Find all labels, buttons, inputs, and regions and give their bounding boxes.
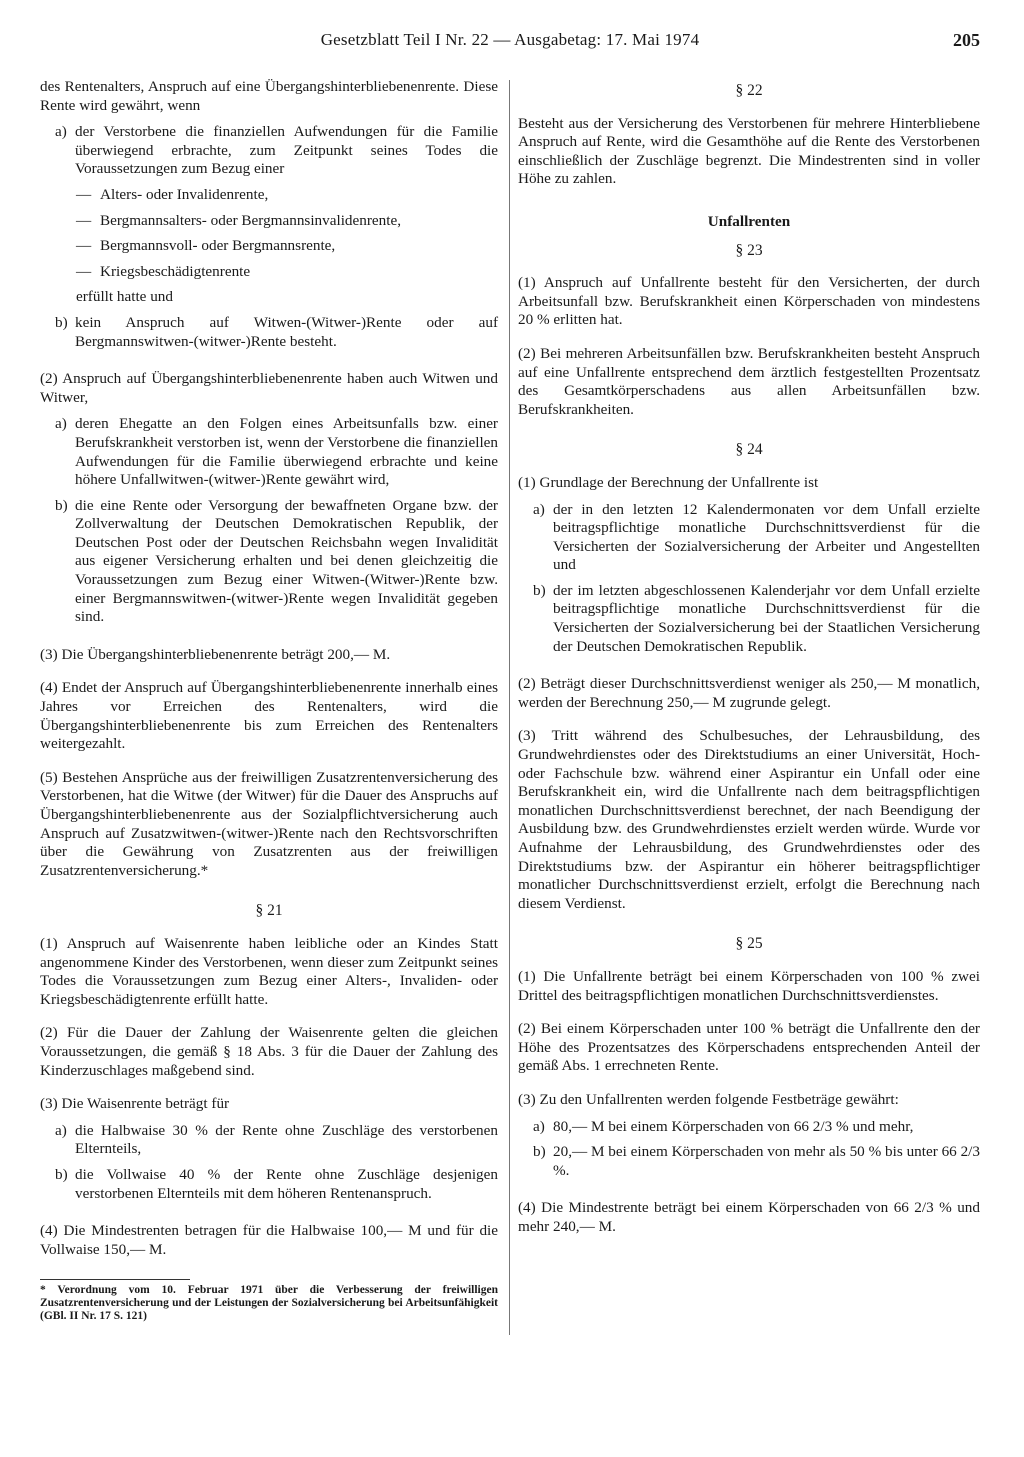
paragraph: (1) Die Unfallrente beträgt bei einem Körperschaden von 100 % zwei Drittel des beitragspflichtigen monatlichen Durchschnittsverdienstes. — [518, 967, 980, 1004]
list-label: a) — [55, 415, 67, 433]
paragraph: (3) Die Waisenrente beträgt für — [40, 1095, 230, 1113]
page-header — [40, 30, 980, 60]
dash-marker: — — [76, 185, 92, 203]
list-text: die eine Rente oder Versorgung der bewaffneten Organe bzw. der Zollverwaltung der Deutschen Demokratischen Republik, der Deutschen Post oder der Deutschen Reichsbahn wegen Invalidität aus eigener Versicherung erhalten und bei denen gleichzeitig die Voraussetzungen zum Bezug einer Witwen-(Witwer-)Rente bzw. einer Bergmannswitwen-(witwer-)Rente wegen Invalidität gegeben sind. — [75, 496, 498, 626]
section-title: § 21 — [255, 902, 283, 920]
list-text: 80,— M bei einem Körperschaden von 66 2/3 % und mehr, — [553, 1117, 914, 1135]
dash-item — [76, 212, 498, 231]
list-text: 20,— M bei einem Körperschaden von mehr als 50 % bis unter 66 2/3 %. — [553, 1143, 980, 1179]
list-item — [518, 582, 980, 656]
list-label: b) — [55, 313, 68, 331]
list-text: der im letzten abgeschlossenen Kalenderjahr vor dem Unfall erzielte beitragspflichtige monatliche Durchschnittsverdienst für die Versicherten der Sozialversicherung bei der Staatlichen Versicherung der Deutschen Demokratischen Republik. — [553, 581, 980, 655]
dash-text: Bergmannsalters- oder Bergmannsinvalidenrente, — [100, 211, 401, 229]
list-label: b) — [533, 581, 546, 599]
intro-paragraph: des Rentenalters, Anspruch auf eine Übergangshinterbliebenenrente. Diese Rente wird gewährt, wenn — [40, 78, 498, 114]
fulfilled-text: erfüllt hatte und — [76, 288, 173, 306]
paragraph: (2) Bei einem Körperschaden unter 100 % beträgt die Unfallrente den der Höhe des Prozentsatzes des Körperschadens entsprechenden Anteil der gemäß Abs. 1 errechneten Rente. — [518, 1020, 980, 1075]
left-column — [40, 78, 498, 1323]
dash-marker: — — [76, 262, 92, 280]
paragraph: (1) Grundlage der Berechnung der Unfallrente ist — [518, 473, 819, 491]
dash-item — [76, 263, 498, 282]
paragraph: (3) Die Übergangshinterbliebenenrente beträgt 200,— M. — [40, 645, 391, 663]
dash-text: Alters- oder Invalidenrente, — [100, 185, 269, 203]
list-text: die Vollwaise 40 % der Rente ohne Zuschläge desjenigen verstorbenen Elternteils mit dem höheren Rentenanspruch. — [75, 1165, 498, 1202]
list-item — [40, 1122, 498, 1159]
list-text: deren Ehegatte an den Folgen eines Arbeitsunfalls bzw. einer Berufskrankheit verstorben ist, wenn der Verstorbene die finanziellen Aufwendungen für die Familie überwiegend erbrachte und keine höhere Unfallwitwen-(witwer-)Rente gewährt wird, — [75, 415, 498, 489]
section-title: § 22 — [735, 82, 763, 99]
list-text: der Verstorbene die finanziellen Aufwendungen für die Familie überwiegend erbrachte, zum Zeitpunkt seines Todes die Voraussetzungen zum Bezug einer — [75, 123, 498, 178]
list-label: b) — [55, 496, 68, 514]
column-divider — [509, 80, 510, 1335]
header-title: Gesetzblatt Teil I Nr. 22 — Ausgabetag: 17. Mai 1974 — [320, 30, 700, 49]
right-column — [518, 78, 980, 1252]
list-label: a) — [533, 500, 545, 518]
section-title: § 25 — [735, 935, 763, 953]
list-item — [518, 1118, 980, 1137]
paragraph: (1) Anspruch auf Unfallrente besteht für den Versicherten, der durch Arbeitsunfall bzw. Berufskrankheit einen Körperschaden von mindestens 20 % erlitten hat. — [518, 274, 980, 329]
list-label: b) — [55, 1165, 68, 1183]
dash-item — [76, 237, 498, 256]
list-item — [40, 123, 498, 179]
list-item — [518, 501, 980, 575]
paragraph: (5) Bestehen Ansprüche aus der freiwilligen Zusatzrentenversicherung des Verstorbenen, hat die Witwe (der Witwer) für die Dauer des Anspruchs auf Übergangshinterbliebenenrente aus der Sozialpflichtversicherung auch Anspruch auf Zusatzwitwen-(witwer-)Rente nach den Rechtsvorschriften über die Gewährung von Zusatzrenten aus der freiwilligen Zusatzrentenversicherung.* — [40, 768, 498, 879]
list-item — [40, 497, 498, 627]
list-item — [40, 415, 498, 489]
paragraph: (3) Tritt während des Schulbesuches, der Lehrausbildung, des Grundwehrdienstes oder des Direktstudiums an einer Universität, Hoch- oder Fachschule bzw. während einer Aspirantur ein Unfall oder eine Berufskrankheit ein, wird die Unfallrente nach dem beitragspflichtigen monatlichen Durchschnittsverdienst berechnet, der nach Beendigung der Ausbildung bzw. des Grundwehrdienstes erzielt werden würde. Wurde vor Aufnahme der Lehrausbildung, des Grundwehrdienstes oder des Direktstudiums bzw. der Aspirantur ein höherer beitragspflichtiger monatlicher Durchschnittsverdienst erzielt, erfolgt die Berechnung nach diesem Verdienst. — [518, 727, 980, 912]
paragraph: (4) Die Mindestrenten betragen für die Halbwaise 100,— M und für die Vollwaise 150,— M. — [40, 1222, 498, 1258]
section-title: § 24 — [735, 441, 763, 459]
section-title: § 23 — [735, 241, 763, 259]
paragraph: (2) Bei mehreren Arbeitsunfällen bzw. Berufskrankheiten besteht Anspruch auf eine Unfallrente entsprechend dem ärztlich festgestellten Prozentsatz des Gesamtkörperschadens aus allen Arbeitsunfällen bzw. Berufskrankheiten. — [518, 344, 980, 418]
list-item — [40, 1166, 498, 1203]
dash-text: Bergmannsvoll- oder Bergmannsrente, — [100, 237, 336, 255]
footnote: * Verordnung vom 10. Februar 1971 über die Verbesserung der freiwilligen Zusatzrentenversicherung und der Leistungen der Sozialversicherung bei Arbeitsunfähigkeit (GBl. II Nr. 17 S. 121) — [40, 1284, 498, 1323]
paragraph: Besteht aus der Versicherung des Verstorbenen für mehrere Hinterbliebene Anspruch auf Rente, wird die Gesamthöhe auf die Rente des Verstorbenen einschließlich der Zuschläge begrenzt. Die Mindestrenten sind in voller Höhe zu zahlen. — [518, 114, 980, 188]
list-label: b) — [533, 1143, 546, 1161]
paragraph: (2) Für die Dauer der Zahlung der Waisenrente gelten die gleichen Voraussetzungen, die gemäß § 18 Abs. 3 für die Dauer der Zahlung des Kinderzuschlages maßgebend sind. — [40, 1024, 498, 1079]
paragraph: (3) Zu den Unfallrenten werden folgende Festbeträge gewährt: — [518, 1090, 899, 1108]
list-label: a) — [55, 1121, 67, 1139]
dash-text: Kriegsbeschädigtenrente — [100, 262, 251, 280]
footnote-rule — [40, 1279, 190, 1280]
list-item — [40, 314, 498, 351]
list-text: kein Anspruch auf Witwen-(Witwer-)Rente oder auf Bergmannswitwen-(witwer-)Rente besteht. — [75, 313, 498, 350]
paragraph: (4) Endet der Anspruch auf Übergangshinterbliebenenrente innerhalb eines Jahres vor Erreichen des Rentenalters, wird die Übergangshinterbliebenenrente bis zum Erreichen des Rentenalters weitergezahlt. — [40, 679, 498, 753]
dash-marker: — — [76, 211, 92, 229]
list-item — [518, 1143, 980, 1180]
list-label: a) — [533, 1117, 545, 1135]
paragraph: (2) Beträgt dieser Durchschnittsverdienst weniger als 250,— M monatlich, werden der Berechnung 250,— M zugrunde gelegt. — [518, 675, 980, 711]
list-text: die Halbwaise 30 % der Rente ohne Zuschläge des verstorbenen Elternteils, — [75, 1121, 498, 1158]
paragraph: (2) Anspruch auf Übergangshinterbliebenenrente haben auch Witwen und Witwer, — [40, 370, 498, 406]
page-number: 205 — [953, 30, 980, 50]
paragraph: (4) Die Mindestrente beträgt bei einem Körperschaden von 66 2/3 % und mehr 240,— M. — [518, 1199, 980, 1235]
dash-item — [76, 186, 498, 205]
list-text: der in den letzten 12 Kalendermonaten vor dem Unfall erzielte beitragspflichtige monatliche Durchschnittsverdienst für die Versicherten der Sozialversicherung der Arbeiter und Angestellten und — [553, 500, 980, 574]
list-label: a) — [55, 123, 67, 141]
paragraph: (1) Anspruch auf Waisenrente haben leibliche oder an Kindes Statt angenommene Kinder des Verstorbenen, wenn dieser zum Zeitpunkt seines Todes die Voraussetzungen zum Bezug einer Alters-, Invaliden- oder Kriegsbeschädigtenrente erfüllt hatte. — [40, 934, 498, 1008]
section-heading: Unfallrenten — [707, 212, 791, 230]
dash-marker: — — [76, 237, 92, 255]
